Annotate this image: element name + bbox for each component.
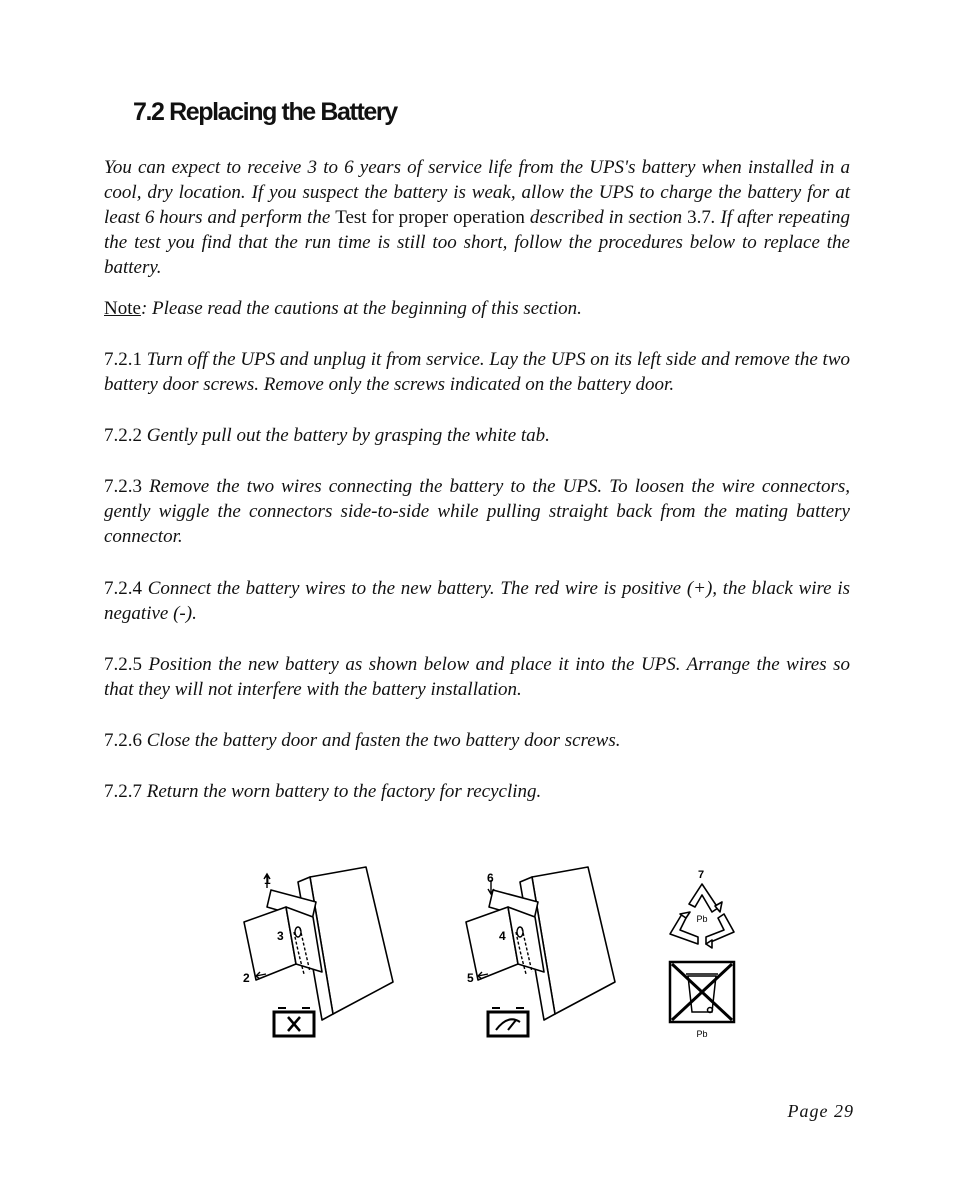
step-7-2-7 bbox=[104, 779, 850, 804]
step-number: 7.2.7 bbox=[104, 781, 142, 802]
note-label: Note bbox=[104, 298, 141, 319]
section-title: 7.2 Replacing the Battery bbox=[133, 98, 397, 126]
step-text: Turn off the UPS and unplug it from service. Lay the UPS on its left side and remove the two battery door screws. Remove only the screws indicated on the battery door. bbox=[104, 349, 850, 395]
step-7-2-5 bbox=[104, 652, 850, 702]
step-text: Close the battery door and fasten the two battery door screws. bbox=[142, 730, 621, 751]
figure-label-step-3: 3 bbox=[277, 929, 284, 943]
step-7-2-3 bbox=[104, 474, 850, 549]
step-text: Return the worn battery to the factory for recycling. bbox=[142, 781, 542, 802]
step-number: 7.2.3 bbox=[104, 476, 142, 497]
intro-paragraph bbox=[104, 155, 850, 280]
step-text: Position the new battery as shown below and place it into the UPS. Arrange the wires so that they will not interfere with the battery installation. bbox=[104, 654, 850, 700]
intro-text-c: . If after repeating the test you find that the run time is still too short, follow the procedures below to replace the battery. bbox=[104, 207, 850, 278]
step-number: 7.2.4 bbox=[104, 578, 142, 599]
step-text: Remove the two wires connecting the battery to the UPS. To loosen the wire connectors, gently wiggle the connectors side-to-side while pulling straight back from the mating battery connector. bbox=[104, 476, 850, 547]
bin-symbol-text: Pb bbox=[696, 1029, 708, 1039]
figure-label-step-5: 5 bbox=[467, 971, 474, 985]
charged-battery-icon bbox=[488, 1008, 528, 1036]
figure-label-step-2: 2 bbox=[243, 971, 250, 985]
bad-battery-icon bbox=[274, 1008, 314, 1036]
figure-label-step-4: 4 bbox=[499, 929, 506, 943]
test-name: Test for proper operation bbox=[335, 207, 525, 228]
note-text: : Please read the cautions at the beginning of this section. bbox=[140, 298, 582, 319]
step-7-2-4 bbox=[104, 576, 850, 626]
page-number: Page 29 bbox=[787, 1101, 854, 1121]
step-text: Connect the battery wires to the new battery. The red wire is positive (+), the black wire is negative (-). bbox=[104, 578, 850, 624]
figure-label-step-6: 6 bbox=[487, 871, 494, 885]
crossed-out-bin-icon bbox=[670, 962, 734, 1022]
recycling-figure bbox=[662, 862, 742, 1042]
step-7-2-6 bbox=[104, 728, 850, 753]
note-paragraph bbox=[104, 296, 850, 321]
figure-label-step-7: 7 bbox=[698, 869, 705, 881]
step-number: 7.2.5 bbox=[104, 654, 142, 675]
recycle-symbol-text: Pb bbox=[696, 914, 708, 924]
step-number: 7.2.2 bbox=[104, 425, 142, 446]
step-number: 7.2.6 bbox=[104, 730, 142, 751]
step-text: Gently pull out the battery by grasping the white tab. bbox=[142, 425, 550, 446]
intro-text-a: You can expect to receive 3 to 6 years of service life from the UPS's battery when installed in a cool, dry location. If you suspect the battery is weak, allow the UPS to charge the battery for at least 6 hours and perform the bbox=[104, 157, 850, 228]
battery-install-figure bbox=[460, 862, 620, 1042]
figure-label-step-1: 1 bbox=[264, 873, 271, 887]
step-7-2-2 bbox=[104, 423, 850, 448]
step-7-2-1 bbox=[104, 347, 850, 397]
step-number: 7.2.1 bbox=[104, 349, 142, 370]
intro-text-b: described in section bbox=[524, 207, 688, 228]
section-ref: 3.7 bbox=[687, 207, 711, 228]
battery-removal-figure bbox=[238, 862, 398, 1042]
